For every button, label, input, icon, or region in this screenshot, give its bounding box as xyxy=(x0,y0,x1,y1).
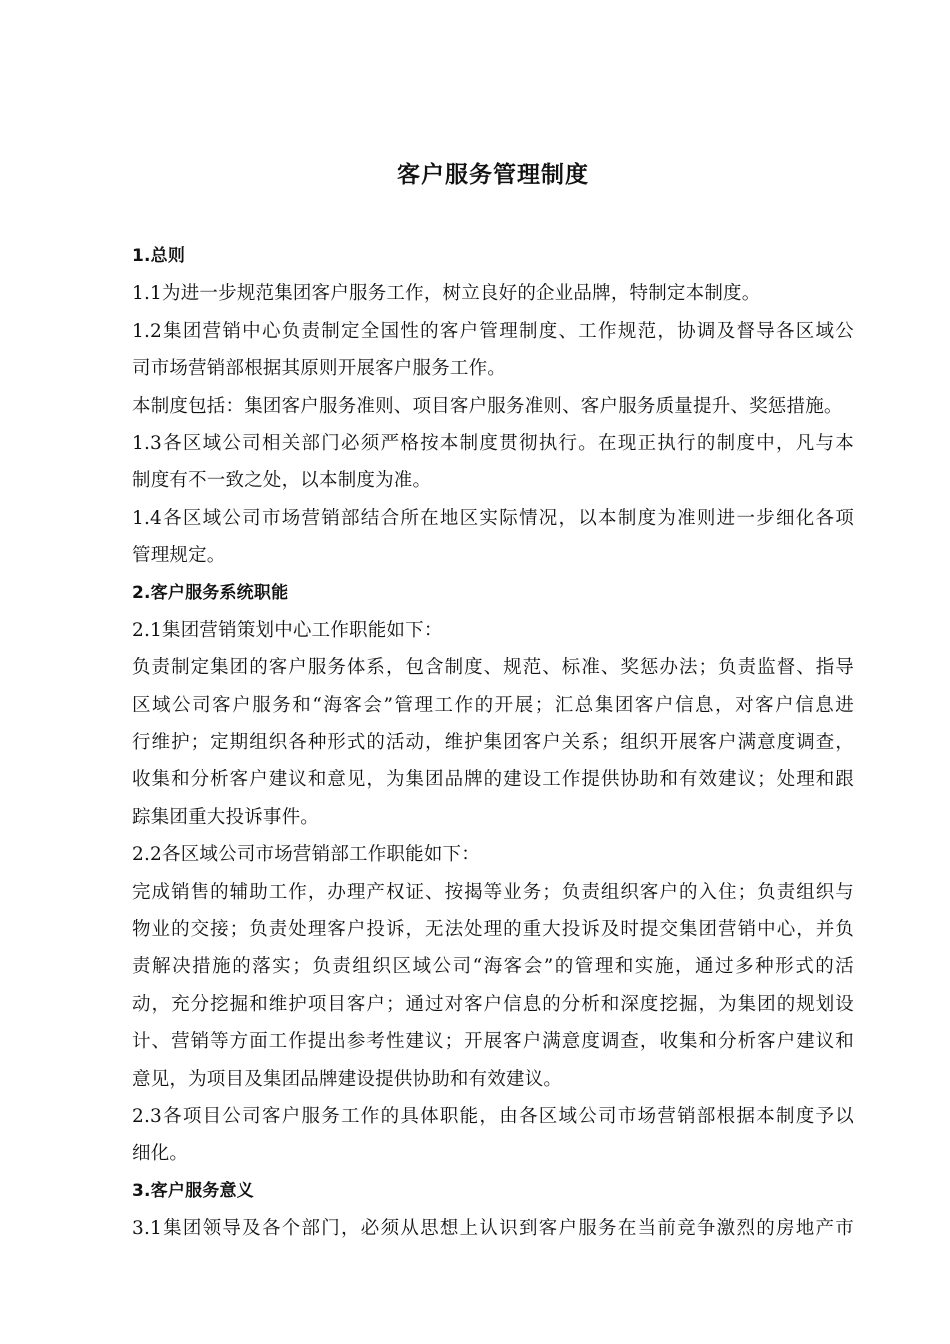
paragraph-line: 制度有不一致之处，以本制度为准。 xyxy=(132,470,432,492)
document-title: 客户服务管理制度 xyxy=(397,162,589,188)
paragraph-line: 2.1集团营销策划中心工作职能如下： xyxy=(132,619,443,641)
paragraph-line: 意见，为项目及集团品牌建设提供协助和有效建议。 xyxy=(132,1068,563,1090)
paragraph-line: 1.2集团营销中心负责制定全国性的客户管理制度、工作规范，协调及督导各区域公 xyxy=(132,320,854,342)
paragraph-line: 管理规定。 xyxy=(132,545,226,567)
paragraph-line: 完成销售的辅助工作，办理产权证、按揭等业务；负责组织客户的入住；负责组织与 xyxy=(132,881,854,903)
paragraph-line: 1.3各区域公司相关部门必须严格按本制度贯彻执行。在现正执行的制度中，凡与本 xyxy=(132,432,854,454)
paragraph-line: 动，充分挖掘和维护项目客户；通过对客户信息的分析和深度挖掘，为集团的规划设 xyxy=(132,993,854,1015)
section-heading: 2.客户服务系统职能 xyxy=(132,582,289,603)
paragraph-line: 本制度包括：集团客户服务准则、项目客户服务准则、客户服务质量提升、奖惩措施。 xyxy=(132,395,843,417)
paragraph-line: 1.1为进一步规范集团客户服务工作，树立良好的企业品牌，特制定本制度。 xyxy=(132,283,761,305)
paragraph-line: 物业的交接；负责处理客户投诉，无法处理的重大投诉及时提交集团营销中心，并负 xyxy=(132,919,854,941)
paragraph-line: 2.2各区域公司市场营销部工作职能如下： xyxy=(132,844,480,866)
paragraph-line: 2.3各项目公司客户服务工作的具体职能，由各区域公司市场营销部根据本制度予以 xyxy=(132,1105,854,1127)
paragraph-line: 计、营销等方面工作提出参考性建议；开展客户满意度调查，收集和分析客户建议和 xyxy=(132,1031,854,1053)
paragraph-line: 负责制定集团的客户服务体系，包含制度、规范、标准、奖惩办法；负责监督、指导 xyxy=(132,657,854,679)
section-heading: 3.客户服务意义 xyxy=(132,1180,254,1201)
paragraph-line: 行维护；定期组织各种形式的活动，维护集团客户关系；组织开展客户满意度调查， xyxy=(132,732,854,754)
paragraph-line: 责解决措施的落实；负责组织区域公司“海客会”的管理和实施，通过多种形式的活 xyxy=(132,956,854,978)
paragraph-line: 细化。 xyxy=(132,1143,189,1165)
paragraph-line: 司市场营销部根据其原则开展客户服务工作。 xyxy=(132,358,507,380)
paragraph-line: 1.4各区域公司市场营销部结合所在地区实际情况，以本制度为准则进一步细化各项 xyxy=(132,507,854,529)
document-body xyxy=(132,238,854,1248)
paragraph-line: 3.1集团领导及各个部门，必须从思想上认识到客户服务在当前竞争激烈的房地产市 xyxy=(132,1218,854,1240)
paragraph-line: 收集和分析客户建议和意见，为集团品牌的建设工作提供协助和有效建议；处理和跟 xyxy=(132,769,854,791)
paragraph-line: 区域公司客户服务和“海客会”管理工作的开展；汇总集团客户信息，对客户信息进 xyxy=(132,694,854,716)
section-heading: 1.总则 xyxy=(132,246,186,266)
paragraph-line: 踪集团重大投诉事件。 xyxy=(132,806,320,828)
